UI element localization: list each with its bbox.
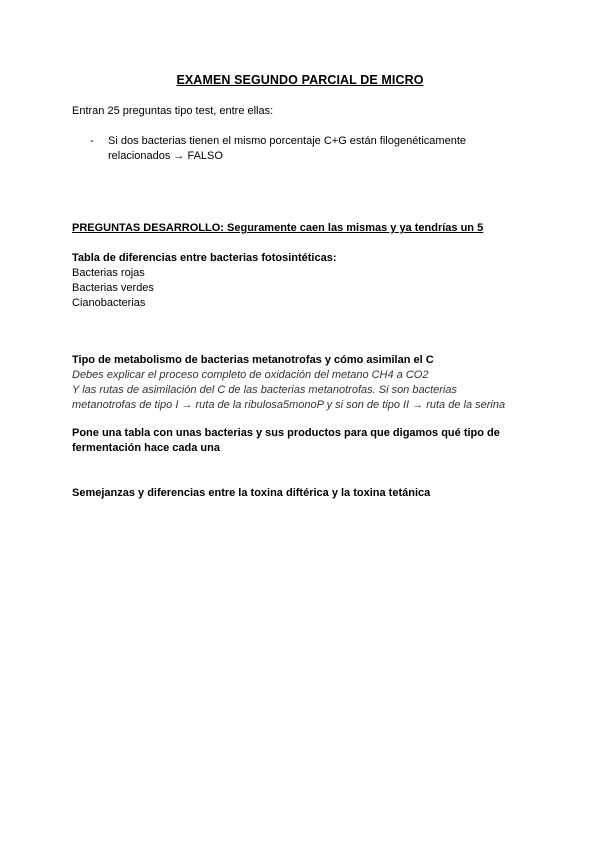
list-item: Cianobacterias: [72, 297, 146, 309]
page-title: EXAMEN SEGUNDO PARCIAL DE MICRO: [176, 73, 424, 87]
bullet-dash: -: [90, 135, 94, 147]
fermentation-line-2: fermentación hace cada una: [72, 442, 220, 454]
fermentation-line-1: Pone una tabla con unas bacterias y sus productos para que digamos qué tipo de: [72, 427, 500, 439]
note-line: metanotrofas de tipo I → ruta de la ribulosa5monoP y si son de tipo II → ruta de la serina: [72, 399, 506, 411]
section-heading-photosynthetic: Tabla de diferencias entre bacterias fotosintéticas:: [72, 252, 337, 264]
section-heading-metabolism: Tipo de metabolismo de bacterias metanotrofas y cómo asimilan el C: [72, 354, 434, 366]
toxin-section-heading: Semejanzas y diferencias entre la toxina diftérica y la toxina tetánica: [72, 487, 431, 499]
metabolism-section: [72, 353, 532, 413]
section-heading-desarrollo: PREGUNTAS DESARROLLO: Seguramente caen las mismas y ya tendrías un 5: [72, 222, 484, 234]
bullet-line-1: Si dos bacterias tienen el mismo porcentaje C+G están filogenéticamente: [108, 135, 466, 147]
intro-text: Entran 25 preguntas tipo test, entre ellas:: [72, 105, 274, 117]
photosynthetic-bacteria-section: [72, 251, 532, 311]
fermentation-section: [72, 426, 532, 456]
bullet-text: [108, 134, 508, 164]
list-item: Bacterias verdes: [72, 282, 154, 294]
bullet-line-2: relacionados → FALSO: [108, 150, 223, 162]
note-line: Debes explicar el proceso completo de oxidación del metano CH4 a CO2: [72, 369, 429, 381]
list-item: Bacterias rojas: [72, 267, 145, 279]
note-line: Y las rutas de asimilación del C de las bacterias metanotrofas. Si son bacterias: [72, 384, 457, 396]
